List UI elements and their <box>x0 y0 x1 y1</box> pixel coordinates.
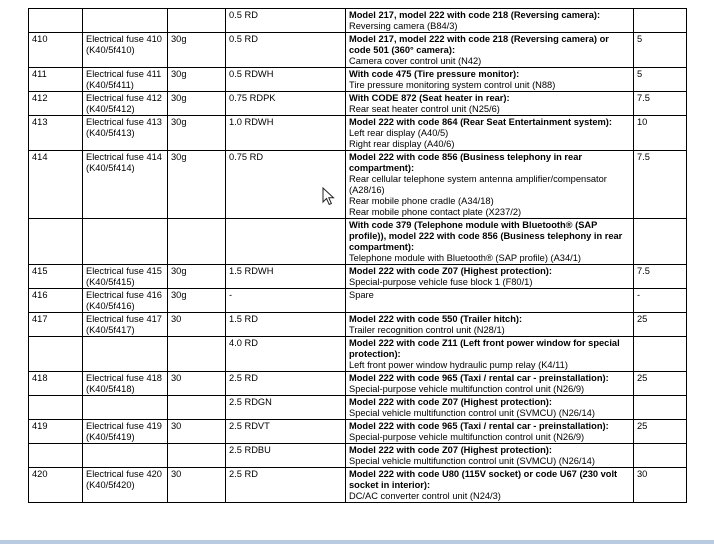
consumer-line: Left rear display (A40/5) <box>349 128 449 138</box>
fuse-number-cell: 413 <box>29 116 83 151</box>
cable-cell: 1.0 RDWH <box>226 116 346 151</box>
consumer-cell <box>346 468 634 503</box>
amp-rating-cell: 30g <box>168 151 226 219</box>
fuse-value-cell: 30 <box>634 468 687 503</box>
table-row <box>29 313 687 337</box>
fuse-value-cell <box>634 396 687 420</box>
cable-cell: 2.5 RD <box>226 468 346 503</box>
table-row <box>29 68 687 92</box>
condition-heading: Model 222 with code U80 (115V socket) or code U67 (230 volt socket in interior): <box>349 469 618 490</box>
amp-rating-cell: 30 <box>168 468 226 503</box>
condition-heading: Model 222 with code 864 (Rear Seat Entertainment system): <box>349 117 612 127</box>
fuse-value-cell <box>634 444 687 468</box>
consumer-cell <box>346 313 634 337</box>
fuse-number-cell: 414 <box>29 151 83 219</box>
fuse-description-cell: Electrical fuse 417 (K40/5f417) <box>83 313 168 337</box>
fuse-value-cell: - <box>634 289 687 313</box>
fuse-value-cell: 25 <box>634 420 687 444</box>
fuse-number-cell: 411 <box>29 68 83 92</box>
table-row <box>29 420 687 444</box>
condition-heading: Model 222 with code 965 (Taxi / rental car - preinstallation): <box>349 373 609 383</box>
condition-heading: Model 222 with code 856 (Business telephony in rear compartment): <box>349 152 583 173</box>
amp-rating-cell: 30 <box>168 372 226 396</box>
cable-cell: 0.5 RD <box>226 9 346 33</box>
consumer-line: Special vehicle multifunction control unit (SVMCU) (N26/14) <box>349 408 595 418</box>
amp-rating-cell: 30g <box>168 116 226 151</box>
fuse-number-cell: 410 <box>29 33 83 68</box>
cable-cell: 2.5 RDGN <box>226 396 346 420</box>
cable-cell: 2.5 RDVT <box>226 420 346 444</box>
amp-rating-cell: 30g <box>168 33 226 68</box>
consumer-line: Trailer recognition control unit (N28/1) <box>349 325 505 335</box>
condition-heading: Model 222 with code Z11 (Left front power window for special protection): <box>349 338 620 359</box>
table-row <box>29 372 687 396</box>
table-row <box>29 396 687 420</box>
amp-rating-cell <box>168 9 226 33</box>
consumer-line: Spare <box>349 290 374 300</box>
amp-rating-cell: 30g <box>168 289 226 313</box>
table-row <box>29 289 687 313</box>
fuse-number-cell <box>29 9 83 33</box>
consumer-line: Special-purpose vehicle fuse block 1 (F80/1) <box>349 277 533 287</box>
fuse-number-cell: 420 <box>29 468 83 503</box>
consumer-line: Special-purpose vehicle multifunction control unit (N26/9) <box>349 384 585 394</box>
amp-rating-cell: 30 <box>168 420 226 444</box>
condition-heading: With code 475 (Tire pressure monitor): <box>349 69 520 79</box>
amp-rating-cell: 30g <box>168 68 226 92</box>
fuse-number-cell <box>29 219 83 265</box>
table-row <box>29 92 687 116</box>
window-bottom-edge <box>0 540 714 544</box>
fuse-value-cell <box>634 9 687 33</box>
cable-cell: - <box>226 289 346 313</box>
table-row <box>29 151 687 219</box>
fuse-value-cell <box>634 219 687 265</box>
fuse-number-cell <box>29 444 83 468</box>
consumer-line: Rear mobile phone contact plate (X237/2) <box>349 207 522 217</box>
fuse-description-cell: Electrical fuse 412 (K40/5f412) <box>83 92 168 116</box>
cable-cell: 2.5 RD <box>226 372 346 396</box>
cable-cell <box>226 219 346 265</box>
condition-heading: Model 222 with code 550 (Trailer hitch): <box>349 314 523 324</box>
fuse-description-cell <box>83 444 168 468</box>
fuse-description-cell: Electrical fuse 411 (K40/5f411) <box>83 68 168 92</box>
fuse-number-cell: 417 <box>29 313 83 337</box>
amp-rating-cell <box>168 219 226 265</box>
amp-rating-cell: 30g <box>168 265 226 289</box>
consumer-cell <box>346 9 634 33</box>
consumer-cell <box>346 68 634 92</box>
cable-cell: 4.0 RD <box>226 337 346 372</box>
consumer-cell <box>346 151 634 219</box>
consumer-line: Left front power window hydraulic pump relay (K4/11) <box>349 360 568 370</box>
fuse-value-cell: 7.5 <box>634 151 687 219</box>
amp-rating-cell: 30g <box>168 92 226 116</box>
cable-cell: 0.5 RDWH <box>226 68 346 92</box>
consumer-cell <box>346 265 634 289</box>
fuse-description-cell <box>83 337 168 372</box>
fuse-value-cell: 5 <box>634 33 687 68</box>
cable-cell: 1.5 RD <box>226 313 346 337</box>
consumer-line: Special vehicle multifunction control unit (SVMCU) (N26/14) <box>349 456 595 466</box>
consumer-line: Rear mobile phone cradle (A34/18) <box>349 196 494 206</box>
fuse-number-cell: 418 <box>29 372 83 396</box>
condition-heading: Model 217, model 222 with code 218 (Reversing camera) or code 501 (360° camera): <box>349 34 609 55</box>
fuse-description-cell <box>83 219 168 265</box>
condition-heading: Model 222 with code Z07 (Highest protection): <box>349 445 553 455</box>
consumer-cell <box>346 289 634 313</box>
consumer-line: Right rear display (A40/6) <box>349 139 455 149</box>
fuse-value-cell <box>634 337 687 372</box>
fuse-table-body <box>29 9 687 503</box>
condition-heading: Model 217, model 222 with code 218 (Reversing camera): <box>349 10 601 20</box>
fuse-value-cell: 25 <box>634 372 687 396</box>
cable-cell: 0.5 RD <box>226 33 346 68</box>
consumer-line: Reversing camera (B84/3) <box>349 21 458 31</box>
fuse-description-cell: Electrical fuse 414 (K40/5f414) <box>83 151 168 219</box>
condition-heading: Model 222 with code Z07 (Highest protection): <box>349 266 553 276</box>
consumer-cell <box>346 372 634 396</box>
fuse-value-cell: 10 <box>634 116 687 151</box>
amp-rating-cell: 30 <box>168 313 226 337</box>
consumer-cell <box>346 420 634 444</box>
consumer-cell <box>346 337 634 372</box>
fuse-description-cell: Electrical fuse 418 (K40/5f418) <box>83 372 168 396</box>
table-row <box>29 9 687 33</box>
fuse-number-cell: 415 <box>29 265 83 289</box>
condition-heading: Model 222 with code Z07 (Highest protection): <box>349 397 553 407</box>
table-row <box>29 468 687 503</box>
amp-rating-cell <box>168 444 226 468</box>
mouse-cursor-icon <box>322 187 336 207</box>
fuse-number-cell: 416 <box>29 289 83 313</box>
fuse-description-cell: Electrical fuse 420 (K40/5f420) <box>83 468 168 503</box>
fuse-value-cell: 7.5 <box>634 92 687 116</box>
consumer-line: Tire pressure monitoring system control unit (N88) <box>349 80 556 90</box>
fuse-value-cell: 7.5 <box>634 265 687 289</box>
fuse-number-cell: 412 <box>29 92 83 116</box>
table-row <box>29 444 687 468</box>
condition-heading: With code 379 (Telephone module with Bluetooth® (SAP profile)), model 222 with code 856 (Business telephony in rear compartment): <box>349 220 623 252</box>
consumer-cell <box>346 219 634 265</box>
consumer-line: DC/AC converter control unit (N24/3) <box>349 491 501 501</box>
condition-heading: With CODE 872 (Seat heater in rear): <box>349 93 510 103</box>
fuse-description-cell: Electrical fuse 415 (K40/5f415) <box>83 265 168 289</box>
cable-cell: 1.5 RDWH <box>226 265 346 289</box>
amp-rating-cell <box>168 396 226 420</box>
condition-heading: Model 222 with code 965 (Taxi / rental car - preinstallation): <box>349 421 609 431</box>
consumer-line: Rear cellular telephone system antenna amplifier/compensator (A28/16) <box>349 174 607 195</box>
fuse-description-cell: Electrical fuse 419 (K40/5f419) <box>83 420 168 444</box>
fuse-table <box>28 8 687 503</box>
fuse-description-cell: Electrical fuse 416 (K40/5f416) <box>83 289 168 313</box>
consumer-cell <box>346 33 634 68</box>
consumer-cell <box>346 396 634 420</box>
consumer-cell <box>346 116 634 151</box>
table-row <box>29 265 687 289</box>
consumer-cell <box>346 92 634 116</box>
table-row <box>29 337 687 372</box>
fuse-number-cell: 419 <box>29 420 83 444</box>
fuse-number-cell <box>29 337 83 372</box>
fuse-description-cell <box>83 9 168 33</box>
table-row <box>29 219 687 265</box>
fuse-value-cell: 25 <box>634 313 687 337</box>
table-row <box>29 116 687 151</box>
consumer-line: Telephone module with Bluetooth® (SAP profile) (A34/1) <box>349 253 581 263</box>
consumer-line: Camera cover control unit (N42) <box>349 56 482 66</box>
fuse-value-cell: 5 <box>634 68 687 92</box>
cable-cell: 0.75 RD <box>226 151 346 219</box>
cable-cell: 0.75 RDPK <box>226 92 346 116</box>
fuse-description-cell <box>83 396 168 420</box>
cable-cell: 2.5 RDBU <box>226 444 346 468</box>
consumer-line: Special-purpose vehicle multifunction control unit (N26/9) <box>349 432 585 442</box>
table-row <box>29 33 687 68</box>
fuse-description-cell: Electrical fuse 410 (K40/5f410) <box>83 33 168 68</box>
consumer-cell <box>346 444 634 468</box>
consumer-line: Rear seat heater control unit (N25/6) <box>349 104 500 114</box>
amp-rating-cell <box>168 337 226 372</box>
fuse-number-cell <box>29 396 83 420</box>
fuse-description-cell: Electrical fuse 413 (K40/5f413) <box>83 116 168 151</box>
